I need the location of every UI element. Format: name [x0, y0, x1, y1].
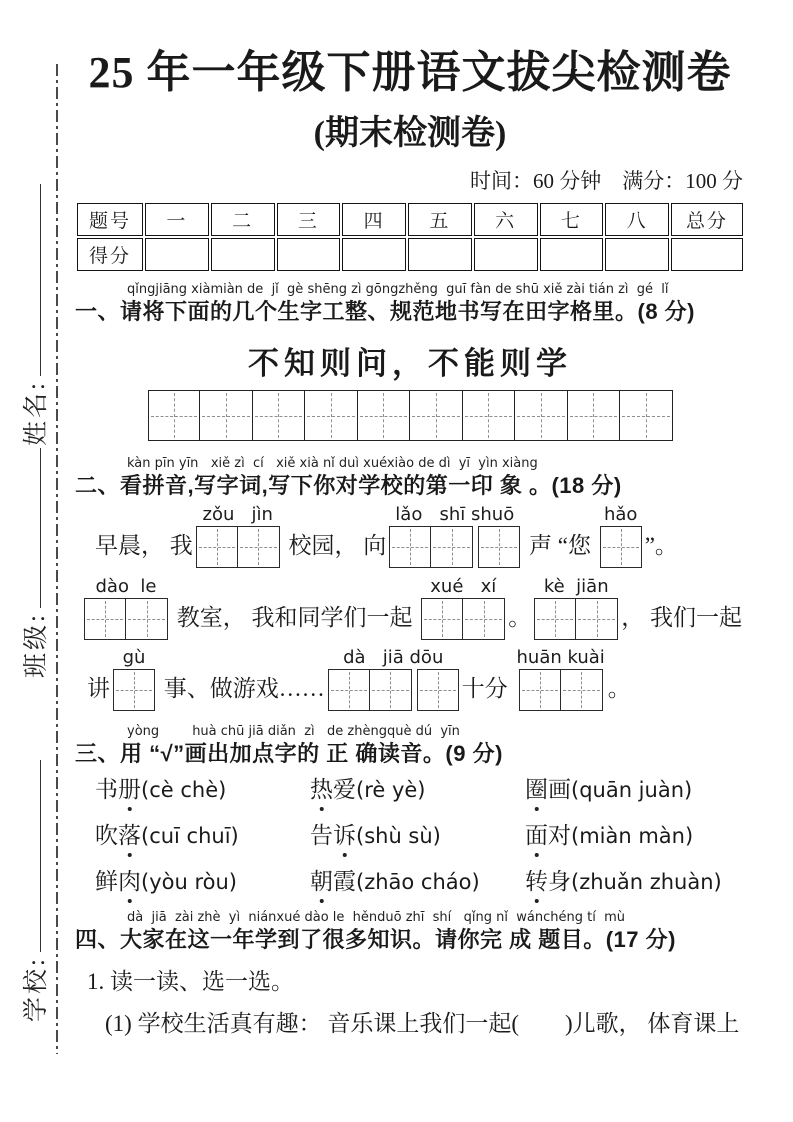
dotted-character: 热 — [310, 775, 333, 805]
cell-group — [389, 526, 473, 568]
time-score-info: 时间：60 分钟 满分：100 分 — [470, 169, 743, 193]
write-cell — [600, 526, 642, 568]
character: 霞 — [333, 869, 356, 894]
word-item — [525, 821, 745, 851]
section4-question-1-1: (1) 学校生活真有趣： 音乐课上我们一起( )儿歌， 体育课上 — [105, 1011, 740, 1036]
paper-body — [75, 0, 745, 1038]
pinyin-write-blank — [517, 646, 605, 711]
character: 书 — [95, 777, 118, 802]
blank-pinyin: dào le — [95, 576, 157, 597]
score-table-header-cell: 三 — [277, 203, 341, 236]
score-table-header-row — [77, 203, 743, 236]
dotted-character: 诉 — [333, 821, 356, 851]
score-table-header-cell: 二 — [211, 203, 275, 236]
pinyin-write-blank — [600, 503, 642, 568]
section3-heading: 三、用 “√”画出加点字的 正 确读音。(9 分) — [75, 741, 503, 766]
pinyin-options: (quān juàn) — [571, 778, 693, 802]
cell-group — [113, 669, 155, 711]
fill-line — [75, 646, 745, 711]
write-cell — [431, 526, 473, 568]
dotted-character: 转 — [525, 867, 548, 897]
name-label-text: 姓名: — [23, 380, 50, 446]
word-item — [95, 775, 310, 805]
section4-item1: 1. 读一读、选一选。 — [87, 969, 294, 994]
write-cell — [463, 598, 505, 640]
blank-pinyin: xué xí — [430, 576, 497, 597]
tianzige-cell — [253, 390, 306, 441]
score-empty-cell — [474, 238, 538, 271]
cell-group — [421, 598, 505, 640]
fill-line-text: 早晨， 我 — [95, 533, 193, 558]
pinyin-write-blank — [328, 646, 459, 711]
write-cell — [113, 669, 155, 711]
section4-pinyin: dà jiā zài zhè yì niánxué dào le hěnduō zhī shí qǐng nǐ wánchéng tí mù — [127, 910, 626, 925]
class-label-text: 班级: — [23, 612, 50, 678]
pinyin-write-blank — [534, 575, 618, 640]
blank-pinyin: hǎo — [603, 504, 638, 525]
pinyin-options: (cè chè) — [141, 778, 227, 802]
score-label-cell: 得分 — [77, 238, 143, 271]
word-item — [310, 775, 525, 805]
section3-pinyin: yòng huà chū jiā diǎn zì de zhèngquè dú yīn — [127, 724, 460, 739]
character: 画 — [548, 777, 571, 802]
dotted-character: 肉 — [118, 867, 141, 897]
section4-heading: 四、大家在这一年学到了很多知识。请你完 成 题目。(17 分) — [75, 927, 676, 952]
pinyin-options: (rè yè) — [356, 778, 426, 802]
write-cell — [84, 598, 126, 640]
score-table-header-cell: 总分 — [671, 203, 743, 236]
blank-cells — [84, 598, 168, 640]
tianzige-cell — [200, 390, 253, 441]
cell-group — [478, 526, 520, 568]
fill-line-text: ”。 — [644, 533, 678, 558]
word-item — [95, 821, 310, 851]
section3-word-grid — [75, 775, 745, 897]
pinyin-write-blank — [421, 575, 505, 640]
tianzige-cell — [515, 390, 568, 441]
cell-group — [534, 598, 618, 640]
cell-group — [600, 526, 642, 568]
score-empty-cell — [342, 238, 406, 271]
pinyin-options: (shù sù) — [356, 824, 441, 848]
pinyin-write-blank — [196, 503, 280, 568]
word-item — [525, 775, 745, 805]
section2-heading: 二、看拼音,写字词,写下你对学校的第一印 象 。(18 分) — [75, 473, 622, 498]
blank-pinyin: zǒu jìn — [202, 504, 273, 525]
pinyin-options: (yòu ròu) — [141, 870, 237, 894]
pinyin-options: (cuī chuī) — [141, 824, 239, 848]
tianzige-cell — [148, 390, 201, 441]
fill-line-text: 十分 — [461, 676, 514, 701]
tianzige-cell — [463, 390, 516, 441]
blank-cells — [534, 598, 618, 640]
section1-copy-text: 不知则问，不能则学 — [248, 346, 572, 381]
write-cell — [576, 598, 618, 640]
score-table-header-cell: 四 — [342, 203, 406, 236]
dotted-character: 面 — [525, 821, 548, 851]
dotted-character: 圈 — [525, 775, 548, 805]
score-empty-cell — [605, 238, 669, 271]
fill-line — [75, 503, 745, 568]
margin-class-label — [15, 448, 59, 678]
tianzige-row — [75, 390, 745, 441]
write-cell — [389, 526, 431, 568]
page-subtitle: (期末检测卷) — [313, 115, 507, 152]
word-item — [95, 867, 310, 897]
score-empty-cell — [277, 238, 341, 271]
score-table-header-cell: 七 — [540, 203, 604, 236]
write-cell — [370, 669, 412, 711]
school-label-text: 学校: — [23, 956, 50, 1022]
fill-line-text: 讲 — [87, 676, 110, 701]
fill-line-text: ， 我们一起 — [621, 605, 742, 630]
dotted-character: 朝 — [310, 867, 333, 897]
dotted-character: 落 — [118, 821, 141, 851]
school-fill-line — [40, 760, 41, 952]
tianzige-cell — [620, 390, 673, 441]
pinyin-options: (zhāo cháo) — [356, 870, 480, 894]
score-table-header-cell: 题号 — [77, 203, 143, 236]
fill-line-text: 。 — [607, 676, 631, 701]
tianzige-cell — [305, 390, 358, 441]
name-fill-line — [40, 184, 41, 376]
blank-pinyin: kè jiān — [543, 576, 609, 597]
section2-fill-lines — [75, 503, 745, 711]
score-empty-cell — [408, 238, 472, 271]
section1-heading: 一、请将下面的几个生字工整、规范地书写在田字格里。(8 分) — [75, 299, 696, 324]
tianzige-cell — [568, 390, 621, 441]
fill-line — [75, 575, 745, 640]
write-cell — [478, 526, 520, 568]
character: 告 — [310, 823, 333, 848]
character: 对 — [548, 823, 571, 848]
write-cell — [534, 598, 576, 640]
cell-group — [417, 669, 459, 711]
character: 鲜 — [95, 869, 118, 894]
write-cell — [126, 598, 168, 640]
pinyin-write-blank — [84, 575, 168, 640]
write-cell — [561, 669, 603, 711]
write-cell — [238, 526, 280, 568]
tianzige-cell — [358, 390, 411, 441]
fill-line-text: 校园， 向 — [282, 533, 387, 558]
fill-line-text: 声 “您 — [523, 533, 597, 558]
character: 爱 — [333, 777, 356, 802]
blank-cells — [113, 669, 155, 711]
fill-line-text: 教室， 我和同学们一起 — [171, 605, 419, 630]
blank-pinyin: gù — [122, 647, 146, 668]
word-item — [525, 867, 745, 897]
cell-group — [196, 526, 280, 568]
score-empty-cell — [540, 238, 604, 271]
page-title: 25 年一年级下册语文拔尖检测卷 — [88, 48, 732, 97]
pinyin-write-blank — [113, 646, 155, 711]
section2-pinyin: kàn pīn yīn xiě zì cí xiě xià nǐ duì xuéxiào de dì yī yìn xiàng — [127, 456, 538, 471]
character: 吹 — [95, 823, 118, 848]
pinyin-options: (zhuǎn zhuàn) — [571, 870, 722, 894]
score-table — [75, 201, 745, 273]
pinyin-write-blank — [389, 503, 520, 568]
blank-pinyin: huān kuài — [516, 647, 605, 668]
margin-name-label — [15, 156, 59, 446]
score-empty-cell — [145, 238, 209, 271]
blank-cells — [389, 526, 520, 568]
character: 身 — [548, 869, 571, 894]
blank-pinyin: dà jiā dōu — [343, 647, 444, 668]
blank-cells — [600, 526, 642, 568]
fill-line-text: 事、做游戏…… — [158, 676, 325, 701]
word-item — [310, 821, 525, 851]
tianzige-cell — [410, 390, 463, 441]
score-empty-cell — [671, 238, 743, 271]
blank-cells — [328, 669, 459, 711]
dotted-character: 册 — [118, 775, 141, 805]
blank-cells — [421, 598, 505, 640]
score-empty-cell — [211, 238, 275, 271]
write-cell — [417, 669, 459, 711]
score-table-header-cell: 一 — [145, 203, 209, 236]
score-table-header-cell: 六 — [474, 203, 538, 236]
write-cell — [421, 598, 463, 640]
cell-group — [328, 669, 412, 711]
class-fill-line — [40, 448, 41, 608]
score-table-score-row — [77, 238, 743, 271]
cell-group — [519, 669, 603, 711]
section1-pinyin: qǐngjiāng xiàmiàn de jǐ gè shēng zì gōngzhěng guī fàn de shū xiě zài tián zì gé lǐ — [127, 282, 669, 297]
write-cell — [328, 669, 370, 711]
word-item — [310, 867, 525, 897]
blank-cells — [519, 669, 603, 711]
margin-school-label — [15, 746, 59, 1022]
write-cell — [519, 669, 561, 711]
score-table-header-cell: 八 — [605, 203, 669, 236]
pinyin-options: (miàn màn) — [571, 824, 694, 848]
blank-pinyin: lǎo shī shuō — [395, 504, 515, 525]
score-table-header-cell: 五 — [408, 203, 472, 236]
fill-line-text: 。 — [508, 605, 532, 630]
blank-cells — [196, 526, 280, 568]
write-cell — [196, 526, 238, 568]
cell-group — [84, 598, 168, 640]
